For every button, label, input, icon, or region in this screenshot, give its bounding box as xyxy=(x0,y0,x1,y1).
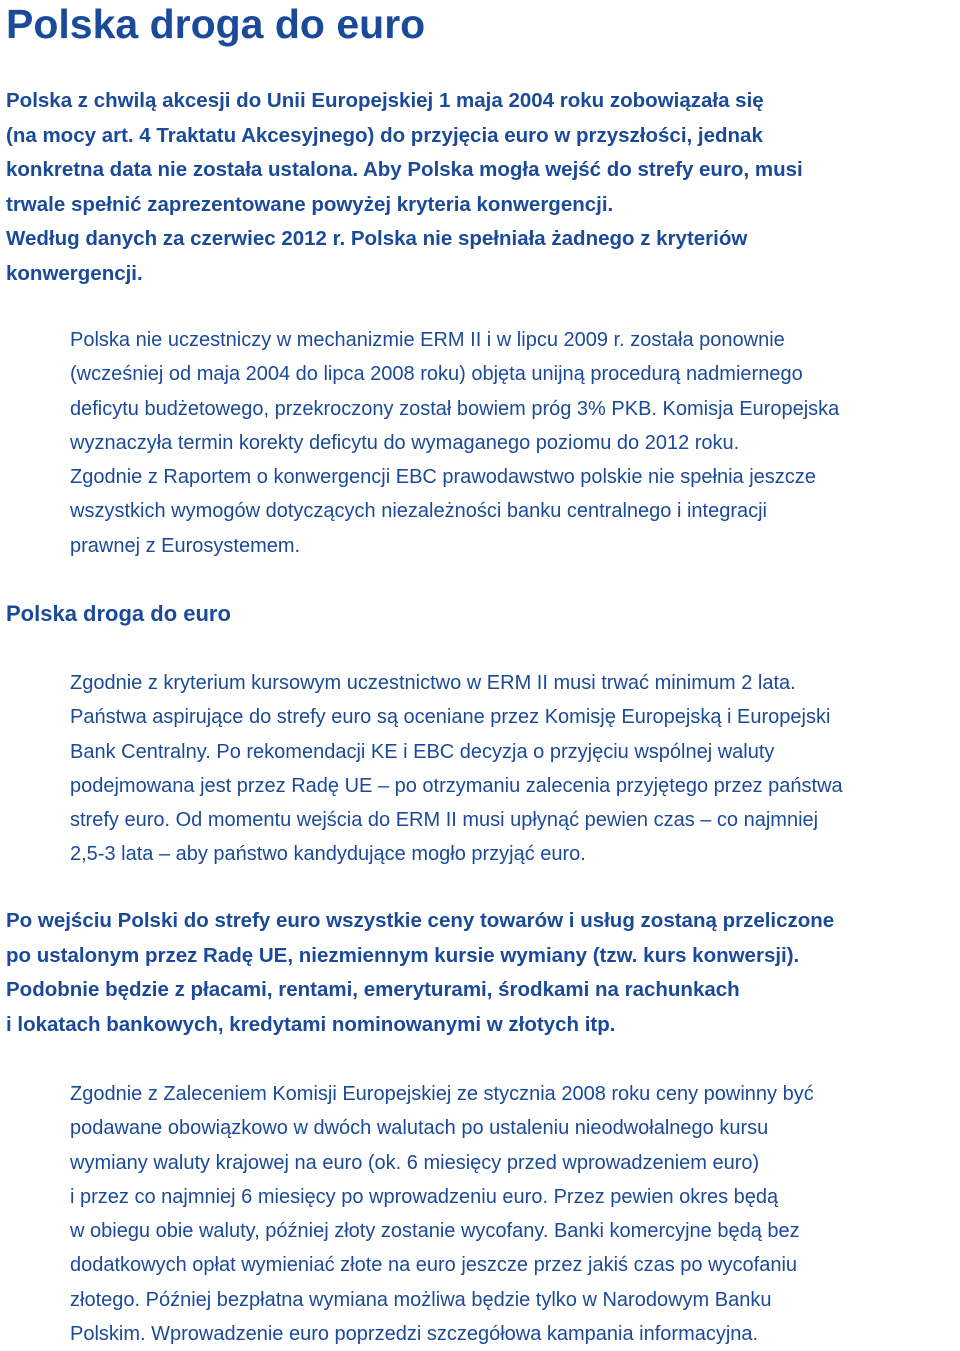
intro-line: konwergencji. xyxy=(6,261,143,285)
paragraph-line: wymiany waluty krajowej na euro (ok. 6 miesięcy przed wprowadzeniem euro) xyxy=(70,1151,760,1174)
paragraph-line: wyznaczyła termin korekty deficytu do wymaganego poziomu do 2012 roku. xyxy=(70,431,740,454)
paragraph-line: Polska nie uczestniczy w mechanizmie ERM II i w lipcu 2009 r. została ponownie xyxy=(70,329,785,351)
paragraph-line: strefy euro. Od momentu wejścia do ERM II musi upłynąć pewien czas – co najmniej xyxy=(70,809,819,832)
paragraph-line: deficytu budżetowego, przekroczony został bowiem próg 3% PKB. Komisja Europejska xyxy=(70,397,840,420)
paragraph-line: Zgodnie z Raportem o konwergencji EBC prawodawstwo polskie nie spełnia jeszcze xyxy=(70,466,816,489)
section-heading: Polska droga do euro xyxy=(6,601,231,626)
intro-line: konkretna data nie została ustalona. Aby Polska mogła wejść do strefy euro, musi xyxy=(6,158,803,181)
highlight-line: Po wejściu Polski do strefy euro wszystkie ceny towarów i usług zostaną przeliczone xyxy=(6,909,835,932)
paragraph-line: w obiegu obie waluty, później złoty zostanie wycofany. Banki komercyjne będą bez xyxy=(70,1220,800,1243)
paragraph-line: (wcześniej od maja 2004 do lipca 2008 roku) objęta unijną procedurą nadmiernego xyxy=(70,363,803,386)
intro-line: Polska z chwilą akcesji do Unii Europejskiej 1 maja 2004 roku zobowiązała się xyxy=(6,89,764,112)
paragraph-line: Polskim. Wprowadzenie euro poprzedzi szczegółowa kampania informacyjna. xyxy=(70,1323,759,1346)
paragraph-line: Bank Centralny. Po rekomendacji KE i EBC decyzja o przyjęciu wspólnej waluty xyxy=(70,740,775,763)
dual-pricing-paragraph xyxy=(70,1077,814,1351)
erm-status-paragraph xyxy=(70,323,839,563)
highlight-line: i lokatach bankowych, kredytami nominowanymi w złotych itp. xyxy=(6,1012,616,1036)
intro-line: trwale spełnić zaprezentowane powyżej kryteria konwergencji. xyxy=(6,192,614,216)
paragraph-line: Zgodnie z Zaleceniem Komisji Europejskiej ze stycznia 2008 roku ceny powinny być xyxy=(70,1083,814,1105)
paragraph-line: wszystkich wymogów dotyczących niezależności banku centralnego i integracji xyxy=(70,500,767,523)
paragraph-line: podawane obowiązkowo w dwóch walutach po ustaleniu nieodwołalnego kursu xyxy=(70,1117,769,1140)
paragraph-line: prawnej z Eurosystemem. xyxy=(70,534,301,557)
paragraph-line: 2,5-3 lata – aby państwo kandydujące mogło przyjąć euro. xyxy=(70,843,586,866)
page-title: Polska droga do euro xyxy=(6,1,426,47)
paragraph-line: Zgodnie z kryterium kursowym uczestnictwo w ERM II musi trwać minimum 2 lata. xyxy=(70,672,796,694)
paragraph-line: podejmowana jest przez Radę UE – po otrzymaniu zalecenia przyjętego przez państwa xyxy=(70,774,843,797)
paragraph-line: Państwa aspirujące do strefy euro są oceniane przez Komisję Europejską i Europejski xyxy=(70,706,831,729)
paragraph-line: złotego. Później bezpłatna wymiana możliwa będzie tylko w Narodowym Banku xyxy=(70,1288,772,1311)
paragraph-line: dodatkowych opłat wymieniać złote na euro jeszcze przez jakiś czas po wycofaniu xyxy=(70,1254,798,1277)
intro-paragraph xyxy=(6,84,803,291)
intro-line: (na mocy art. 4 Traktatu Akcesyjnego) do przyjęcia euro w przyszłości, jednak xyxy=(6,123,763,147)
erm-criterion-paragraph xyxy=(70,666,843,872)
intro-line: Według danych za czerwiec 2012 r. Polska nie spełniała żadnego z kryteriów xyxy=(6,227,748,250)
highlight-line: po ustalonym przez Radę UE, niezmiennym kursie wymiany (tzw. kurs konwersji). xyxy=(6,943,800,967)
highlight-line: Podobnie będzie z płacami, rentami, emeryturami, środkami na rachunkach xyxy=(6,978,740,1001)
paragraph-line: i przez co najmniej 6 miesięcy po wprowadzeniu euro. Przez pewien okres będą xyxy=(70,1185,779,1208)
conversion-highlight-paragraph xyxy=(6,904,834,1042)
